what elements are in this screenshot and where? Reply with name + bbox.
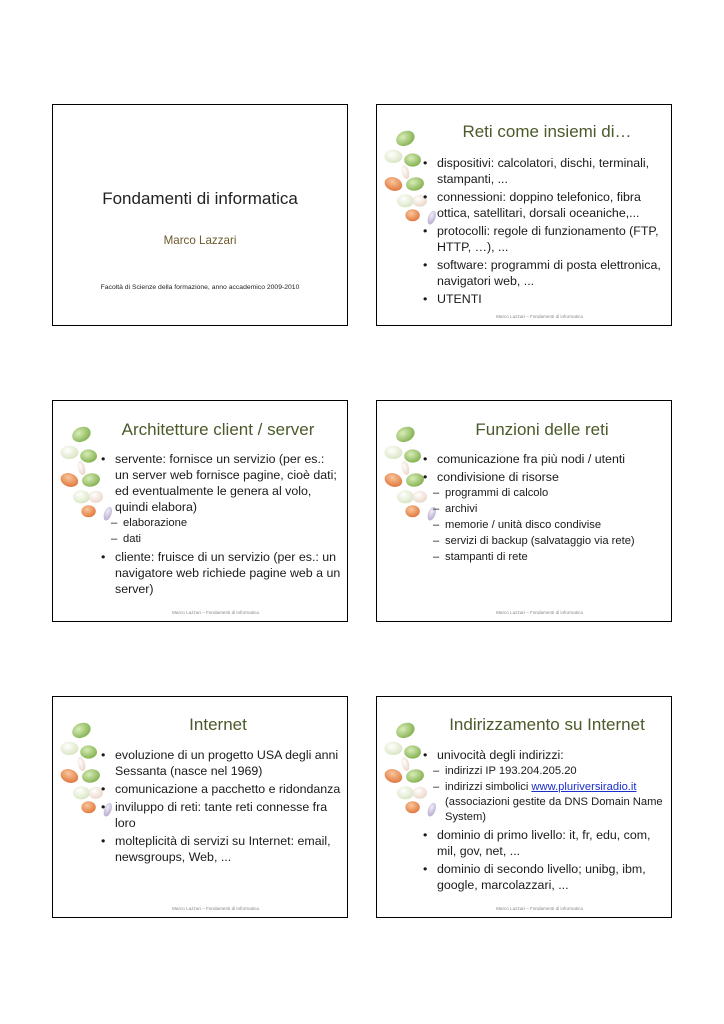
bullet-list [101,449,341,597]
list-item: • comunicazione a pacchetto e ridondanza [101,781,341,797]
slide-heading: Architetture client / server [121,420,315,439]
bullet-list [423,449,663,565]
slide-footer: Marco Lazzari – Fondamenti di informatica [172,906,259,911]
pluriversiradio-link[interactable]: www.pluriversiradio.it [531,781,637,793]
list-item: • software: programmi di posta elettronica, navigatori web, ... [423,257,663,289]
list-subitem: – indirizzi IP 193.204.205.20 [433,765,577,777]
slide-heading: Indirizzamento su Internet [449,715,645,734]
list-subitem: – elaborazione [111,517,188,529]
slide-title [52,104,348,326]
slide-heading: Funzioni delle reti [475,420,609,439]
bullet-list [101,745,341,865]
slide-internet [52,696,348,918]
list-item: • condivisione di risorse [423,469,663,485]
list-item: • protocolli: regole di funzionamento (FTP, HTTP, …), ... [423,223,663,255]
slide-heading: Reti come insiemi di… [462,122,632,141]
slide-footer: Marco Lazzari – Fondamenti di informatica [496,906,583,911]
list-item: • molteplicità di servizi su Internet: email, newsgroups, Web, ... [101,833,341,865]
bullet-list [423,153,663,307]
list-subitem: – stampanti di rete [433,551,528,563]
list-item: • evoluzione di un progetto USA degli anni Sessanta (nasce nel 1969) [101,747,341,779]
list-item: • connessioni: doppino telefonico, fibra ottica, satellitari, dorsali oceaniche,... [423,189,663,221]
list-item: • inviluppo di reti: tante reti connesse fra loro [101,799,341,831]
slide-indirizzamento [376,696,672,918]
slide-footer: Marco Lazzari – Fondamenti di informatica [496,610,583,615]
list-item: • dominio di secondo livello; unibg, ibm, google, marcolazzari, ... [423,861,663,893]
slide-funzioni-reti [376,400,672,622]
list-subitem: – servizi di backup (salvataggio via rete) [433,535,635,547]
slide-footer: Marco Lazzari – Fondamenti di informatica [496,314,583,319]
slide-client-server [52,400,348,622]
list-item: • comunicazione fra più nodi / utenti [423,451,663,467]
slide-footer: Marco Lazzari – Fondamenti di informatica [172,610,259,615]
slide-reti-insiemi [376,104,672,326]
faculty-note: Facoltà di Scienze della formazione, anno accademico 2009-2010 [100,284,300,291]
list-subitem: – dati [111,533,142,545]
list-subitem: – programmi di calcolo [433,487,549,499]
slide-heading: Internet [189,715,247,734]
list-item: • univocità degli indirizzi: [423,747,663,763]
list-item: • dominio di primo livello: it, fr, edu, com, mil, gov, net, ... [423,827,663,859]
list-item: • UTENTI [423,291,663,307]
list-subitem: – indirizzi simbolici www.pluriversiradio.it (associazioni gestite da DNS Domain Name System) [433,781,663,823]
presentation-title: Fondamenti di informatica [102,189,298,208]
bullet-list [423,745,663,893]
list-item: • dispositivi: calcolatori, dischi, terminali, stampanti, ... [423,155,663,187]
list-subitem: – archivi [433,503,478,515]
list-subitem: – memorie / unità disco condivise [433,519,602,531]
author-name: Marco Lazzari [163,234,237,247]
list-item: • cliente: fruisce di un servizio (per es.: un navigatore web richiede pagine web a un server) [101,549,341,597]
list-item: • servente: fornisce un servizio (per es.: un server web fornisce pagine, cioè dati; ed eventualmente le genera al volo, quindi elabora) [101,451,341,515]
